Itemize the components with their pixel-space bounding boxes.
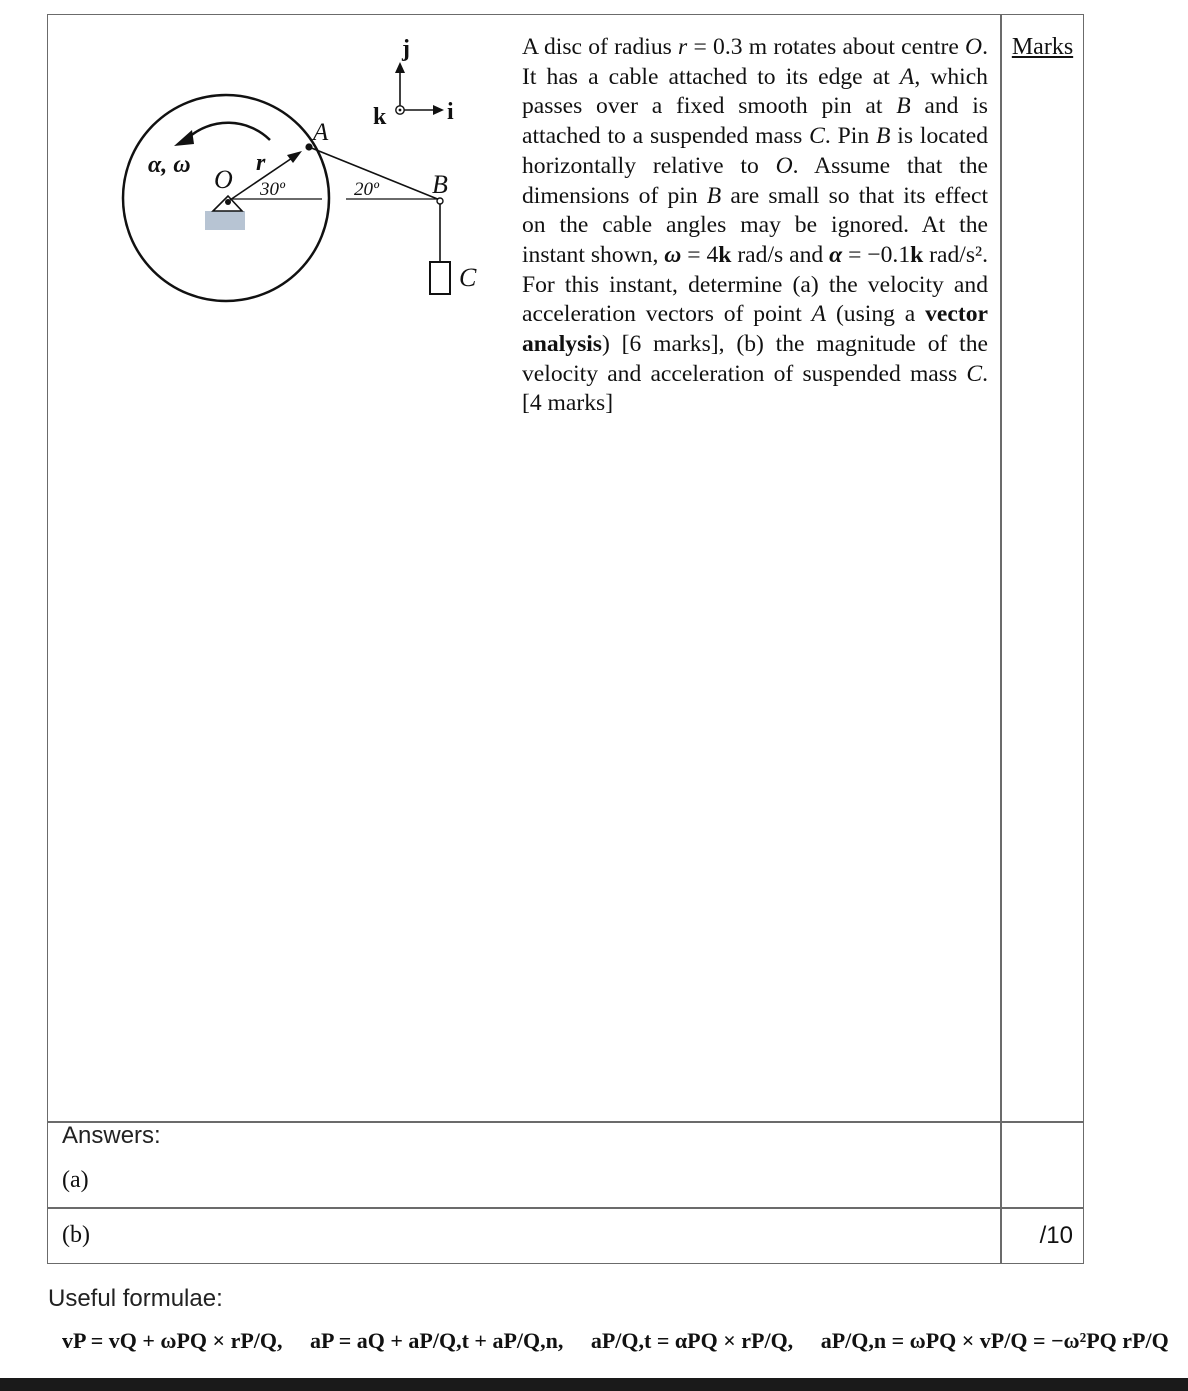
label-B: B: [432, 170, 448, 199]
disc-diagram: [110, 30, 500, 310]
formula-normal: aP/Q,n = ωPQ × vP/Q = −ω²PQ rP/Q: [820, 1328, 1169, 1353]
label-C: C: [459, 263, 477, 292]
point-A: [305, 143, 312, 150]
mass-C: [430, 262, 450, 294]
answers-label: Answers:: [62, 1122, 161, 1149]
formula-velocity: vP = vQ + ωPQ × rP/Q,: [62, 1328, 283, 1353]
marks-header: Marks: [1011, 34, 1074, 60]
label-j: j: [402, 36, 410, 62]
label-k: k: [373, 104, 387, 130]
answer-part-b: (b): [62, 1222, 90, 1248]
label-alpha-omega: α, ω: [148, 152, 191, 178]
label-30-deg: 30º: [260, 179, 285, 200]
problem-statement: A disc of radius r = 0.3 m rotates about centre O. It has a cable attached to its edge at A, which passes over a fixed smooth pin at B and is attached to a suspended mass C. Pin B is located horizontally relative to O. Assume that the dimensions of pin B are small so that its effect on the cable angles may be ignored. At the instant shown, ω = 4k rad/s and α = −0.1k rad/s². For this instant, determine (a) the velocity and acceleration vectors of point A (using a vector analysis) [6 marks], (b) the magnitude of the velocity and acceleration of suspended mass C. [4 marks]: [522, 34, 989, 417]
answer-part-a: (a): [62, 1167, 89, 1193]
total-marks: /10: [1039, 1222, 1073, 1249]
axis-j-arrowhead: [395, 62, 405, 73]
formula-acceleration: aP = aQ + aP/Q,t + aP/Q,n,: [310, 1328, 564, 1353]
formula-tangential: aP/Q,t = αPQ × rP/Q,: [590, 1328, 794, 1353]
radius-arrowhead: [287, 151, 302, 163]
part-b-divider: [47, 1207, 1084, 1209]
answers-divider: [47, 1121, 1084, 1123]
label-O: O: [214, 165, 233, 194]
formulae-line: [62, 1328, 1169, 1354]
label-i: i: [447, 99, 454, 125]
rotation-arrow: [188, 123, 270, 140]
pin-support-base: [205, 211, 245, 230]
top-edge: [0, 0, 1188, 6]
axis-i-arrowhead: [433, 105, 444, 115]
label-A: A: [313, 119, 329, 146]
useful-formulae-label: Useful formulae:: [48, 1285, 223, 1312]
axis-k-dot: [399, 109, 402, 112]
marks-column-divider: [1000, 14, 1002, 1264]
label-r: r: [256, 150, 266, 176]
bottom-bar: [0, 1378, 1188, 1391]
rotation-arrowhead: [174, 130, 194, 146]
label-20-deg: 20º: [354, 179, 379, 200]
